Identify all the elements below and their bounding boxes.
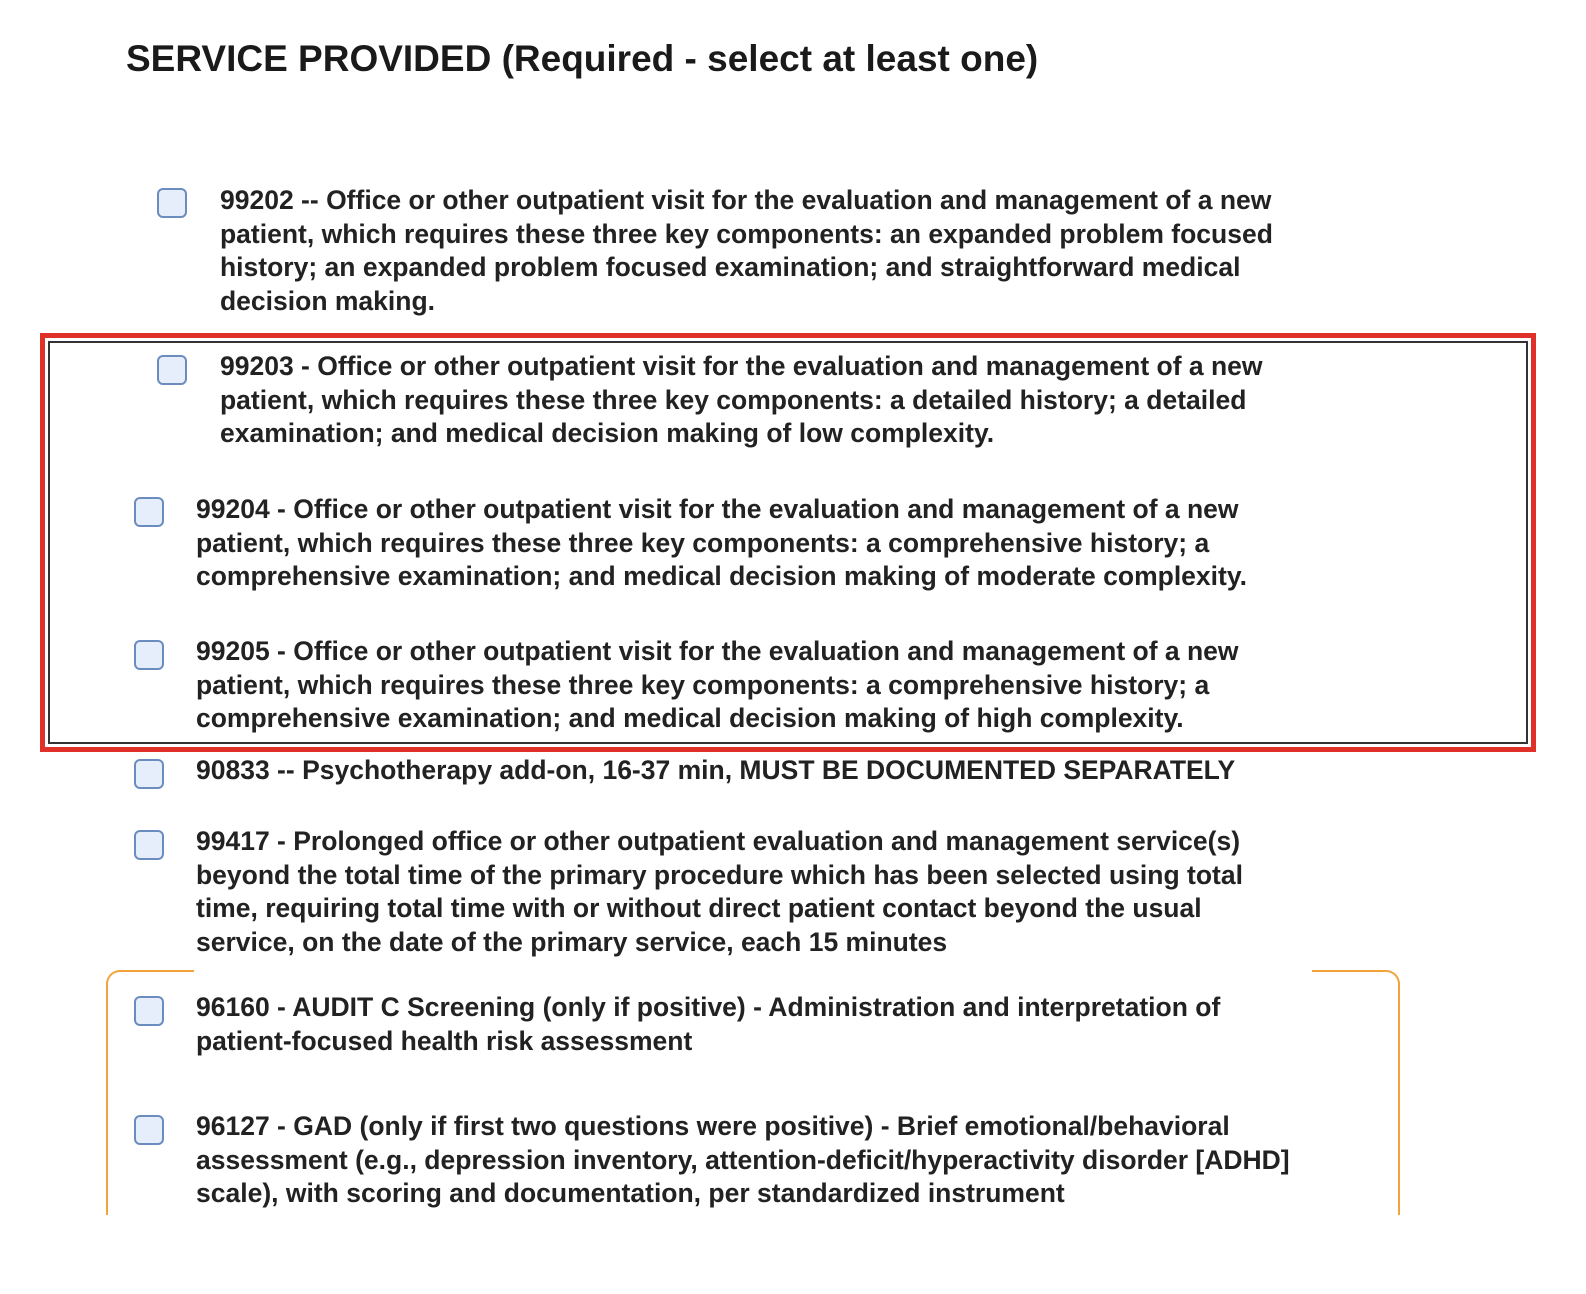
service-label-96160 [196,991,1220,1058]
checkbox-99202[interactable] [157,188,187,218]
label-line: beyond the total time of the primary procedure which has been selected using total [196,859,1243,890]
service-label-90833 [196,754,1235,788]
service-label-96127 [196,1110,1290,1211]
section-title: SERVICE PROVIDED (Required - select at least one) [126,38,1039,79]
label-line: decision making. [220,285,436,316]
label-line: service, on the date of the primary service, each 15 minutes [196,926,948,957]
label-line: 90833 -- Psychotherapy add-on, 16-37 min, MUST BE DOCUMENTED SEPARATELY [196,755,1236,785]
service-label-99202 [220,184,1273,318]
label-line: time, requiring total time with or without direct patient contact beyond the usual [196,893,1202,923]
checkbox-96160[interactable] [134,996,164,1026]
checkbox-99205[interactable] [134,640,164,670]
label-line: 99417 - Prolonged office or other outpatient evaluation and management service(s) [196,826,1241,856]
checkbox-96127[interactable] [134,1115,164,1145]
label-line: patient-focused health risk assessment [196,1025,693,1056]
label-line: patient, which requires these three key components: a comprehensive history; a [196,669,1210,700]
checkbox-99417[interactable] [134,830,164,860]
label-line: 99205 - Office or other outpatient visit for the evaluation and management of a new [196,636,1239,666]
label-line: patient, which requires these three key components: a detailed history; a detailed [220,384,1247,415]
service-label-99203 [220,350,1263,451]
service-label-99205 [196,635,1239,736]
label-line: comprehensive examination; and medical decision making of high complexity. [196,703,1184,733]
service-label-99204 [196,493,1247,594]
label-line: assessment (e.g., depression inventory, attention-deficit/hyperactivity disorder [ADHD] [196,1144,1290,1175]
label-line: 99204 - Office or other outpatient visit for the evaluation and management of a new [196,494,1239,524]
label-line: 99203 - Office or other outpatient visit for the evaluation and management of a new [220,351,1263,381]
service-label-99417 [196,825,1243,959]
checkbox-99203[interactable] [157,355,187,385]
label-line: 96160 - AUDIT C Screening (only if positive) - Administration and interpretation of [196,992,1221,1022]
bracket-right-annotation [1312,970,1400,1215]
label-line: 99202 -- Office or other outpatient visit for the evaluation and management of a new [220,185,1272,215]
label-line: 96127 - GAD (only if first two questions were positive) - Brief emotional/behavioral [196,1111,1230,1141]
label-line: history; an expanded problem focused examination; and straightforward medical [220,252,1241,282]
label-line: patient, which requires these three key components: a comprehensive history; a [196,527,1210,558]
label-line: scale), with scoring and documentation, per standardized instrument [196,1178,1065,1208]
checkbox-99204[interactable] [134,497,164,527]
label-line: comprehensive examination; and medical decision making of moderate complexity. [196,561,1247,591]
label-line: patient, which requires these three key components: an expanded problem focused [220,218,1273,249]
label-line: examination; and medical decision making of low complexity. [220,418,995,448]
checkbox-90833[interactable] [134,759,164,789]
